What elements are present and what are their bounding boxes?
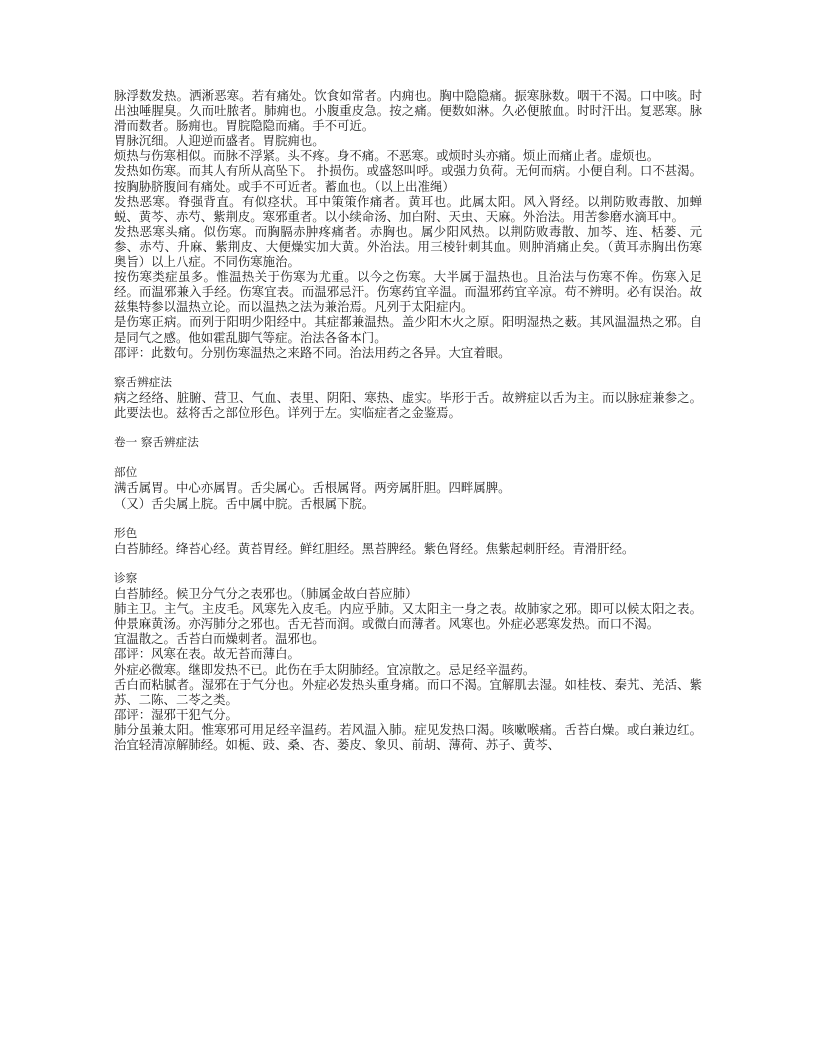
body-paragraph: 发热恶寒。脊强背直。有似痉状。耳中策策作痛者。黄耳也。此属太阳。风入肾经。以荆防败毒散、加蝉蜕、黄芩、赤芍、紫荆皮。寒邪重者。以小续命汤、加白附、天虫、天麻。外治法。用苦参磨水滴耳中。 xyxy=(114,193,702,224)
body-paragraph: 白苔肺经。候卫分气分之表邪也。（肺属金故白苔应肺） xyxy=(114,586,418,602)
body-paragraph: 脉浮数发热。洒淅恶寒。若有痛处。饮食如常者。内痈也。胸中隐隐痛。振寒脉数。咽干不渴。口中咳。时出浊唾腥臭。久而吐脓者。肺痈也。小腹重皮急。按之痛。便数如淋。久必便脓血。时时汗出。复恶寒。脉滑而数者。肠痈也。胃脘隐隐而痛。手不可近。 xyxy=(114,88,702,134)
volume-heading-juan-yi: 卷一 察舌辨症法 xyxy=(114,435,199,450)
document-text-body xyxy=(114,88,702,752)
blank-line xyxy=(114,511,702,526)
body-paragraph: 肺主卫。主气。主皮毛。风寒先入皮毛。内应乎肺。又太阳主一身之表。故肺家之邪。即可以候太阳之表。仲景麻黄汤。亦泻肺分之邪也。舌无苔而润。或微白而薄者。风寒也。外症必恶寒发热。而口不渴。 xyxy=(114,601,702,632)
body-paragraph: 肺分虽兼太阳。惟寒邪可用足经辛温药。若风温入肺。症见发热口渴。咳嗽喉痛。舌苔白燥。或白兼边红。治宜轻清凉解肺经。如栀、豉、桑、杏、蒌皮、象贝、前胡、薄荷、苏子、黄芩、 xyxy=(114,721,702,753)
commentary-paragraph: 邵评：湿邪干犯气分。 xyxy=(114,706,238,722)
blank-line xyxy=(114,450,702,465)
commentary-paragraph: 邵评：此数句。分别伤寒温热之来路不同。治法用药之各异。大宜着眼。 xyxy=(114,344,511,360)
blank-line xyxy=(114,360,702,375)
section-heading-chashebianzhengfa: 察舌辨症法 xyxy=(114,374,172,389)
body-paragraph: 白苔肺经。绛苔心经。黄苔胃经。鲜红胆经。黑苔脾经。紫色肾经。焦紫起刺肝经。青滑肝经。 xyxy=(114,540,635,556)
body-paragraph: 外症必微寒。继即发热不已。此伤在手太阴肺经。宜凉散之。忌足经辛温药。 xyxy=(114,661,536,677)
body-paragraph: 按伤寒类症虽多。惟温热关于伤寒为尤重。以今之伤寒。大半属于温热也。且治法与伤寒不侔。伤寒入足经。而温邪兼入手经。伤寒宜表。而温邪忌汗。伤寒药宜辛温。而温邪药宜辛凉。苟不辨明。必有误治。故兹集特参以温热立论。而以温热之法为兼治焉。凡列于太阳症内。 xyxy=(114,269,702,315)
body-paragraph: 是伤寒正病。而列于阳明少阳经中。其症都兼温热。盖少阳木火之原。阳明湿热之薮。其风温温热之邪。自是同气之感。他如霍乱脚气等症。治法各备本门。 xyxy=(114,314,702,345)
body-paragraph: 舌白而粘腻者。湿邪在于气分也。外症必发热头重身痛。而口不渴。宜解肌去湿。如桂枝、秦艽、羌活、紫苏、二陈、二苓之类。 xyxy=(114,676,702,707)
section-heading-zhencha: 诊察 xyxy=(114,571,138,585)
commentary-paragraph: 邵评：风寒在表。故无苔而薄白。 xyxy=(114,646,300,662)
body-paragraph: 满舌属胃。中心亦属胃。舌尖属心。舌根属肾。两旁属肝胆。四畔属脾。 xyxy=(114,480,511,496)
section-heading-buwei: 部位 xyxy=(114,465,138,480)
body-paragraph: 发热恶寒头痛。似伤寒。而胸膈赤肿疼痛者。赤胸也。属少阳风热。以荆防败毒散、加芩、连、栝蒌、元参、赤芍、升麻、紫荆皮、大便燥实加大黄。外治法。用三棱针刺其血。则肿消痛止矣。（黄耳赤胸出伤寒奥旨）以上八症。不同伤寒施治。 xyxy=(114,223,702,270)
body-paragraph: 烦热与伤寒相似。而脉不浮紧。头不疼。身不痛。不恶寒。或烦时头亦痛。烦止而痛止者。虚烦也。 xyxy=(114,148,660,164)
body-paragraph: 发热如伤寒。而其人有所从高坠下。 扑损伤。或盛怒叫呼。或强力负荷。无何而病。小便自利。口不甚渴。按胸胁脐腹间有痛处。或手不可近者。蓄血也。（以上出准绳） xyxy=(114,163,702,194)
body-paragraph: 病之经络、脏腑、营卫、气血、表里、阴阳、寒热、虚实。毕形于舌。故辨症以舌为主。而以脉症兼参之。此要法也。兹将舌之部位形色。详列于左。实临症者之金鉴焉。 xyxy=(114,389,702,420)
body-paragraph: 胃脉沉细。人迎逆而盛者。胃脘痈也。 xyxy=(114,133,325,149)
body-paragraph: （又）舌尖属上脘。舌中属中脘。舌根属下脘。 xyxy=(114,495,375,511)
body-paragraph: 宜温散之。舌苔白而燥刺者。温邪也。 xyxy=(114,631,325,647)
blank-line xyxy=(114,556,702,571)
blank-line xyxy=(114,420,702,435)
section-heading-xingse: 形色 xyxy=(114,525,138,540)
